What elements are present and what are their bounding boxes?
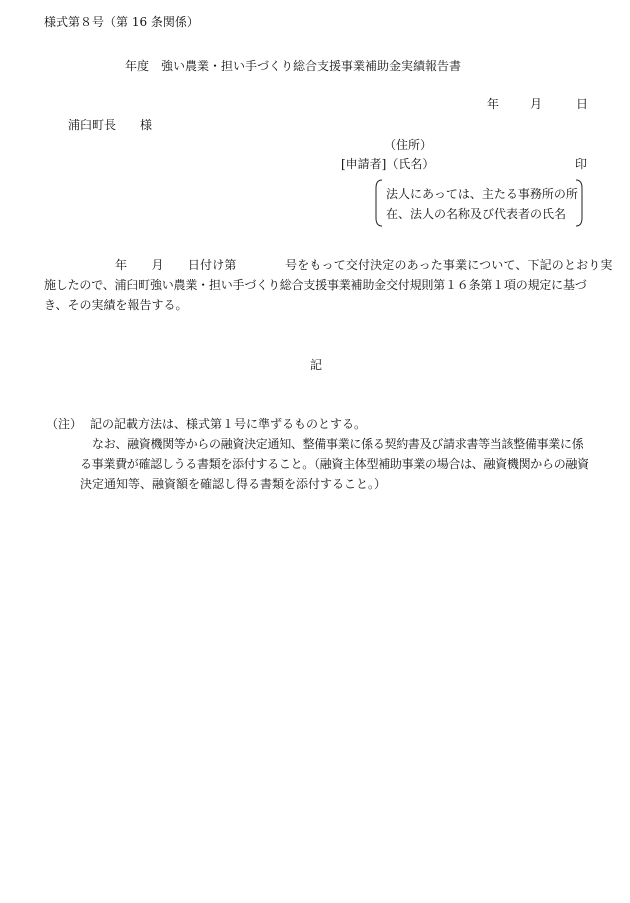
notes-label: （注） <box>46 417 83 431</box>
date-day: 日 <box>576 97 589 111</box>
notes-line2: なお、融資機関等からの融資決定通知、整備事業に係る契約書及び請求書等当該整備事業に係 <box>92 437 584 451</box>
applicant-note-bracket <box>374 178 584 228</box>
notes-line1: 記の記載方法は、様式第１号に準ずるものとする。 <box>90 417 367 431</box>
seal-mark: 印 <box>575 157 588 171</box>
notes-line3: る事業費が確認しうる書類を添付すること。（融資主体型補助事業の場合は、融資機関からの融資 <box>80 457 589 471</box>
date-month: 月 <box>530 97 543 111</box>
ki-heading: 記 <box>310 358 323 372</box>
document-title: 年度 強い農業・担い手づくり総合支援事業補助金実績報告書 <box>125 59 462 73</box>
applicant-name-label: [申請者]（氏名） <box>341 157 435 171</box>
date-year: 年 <box>487 97 500 111</box>
form-number: 様式第８号（第 16 条関係） <box>44 15 199 29</box>
applicant-note-line1: 法人にあっては、主たる事務所の所 <box>386 187 578 201</box>
address-label: （住所） <box>384 138 433 152</box>
body-line2: 施したので、浦臼町強い農業・担い手づくり総合支援事業補助金交付規則第１６条第１項の規定に基づ <box>44 278 587 292</box>
notes-line4: 決定通知等、融資額を確認し得る書類を添付すること。） <box>80 477 387 491</box>
addressee: 浦臼町長 様 <box>68 118 153 132</box>
applicant-note-line2: 在、法人の名称及び代表者の氏名 <box>386 207 567 221</box>
body-line3: き、その実績を報告する。 <box>44 298 188 312</box>
body-line1: 年 月 日付け第 号をもって交付決定のあった事業について、下記のとおり実 <box>115 258 613 272</box>
